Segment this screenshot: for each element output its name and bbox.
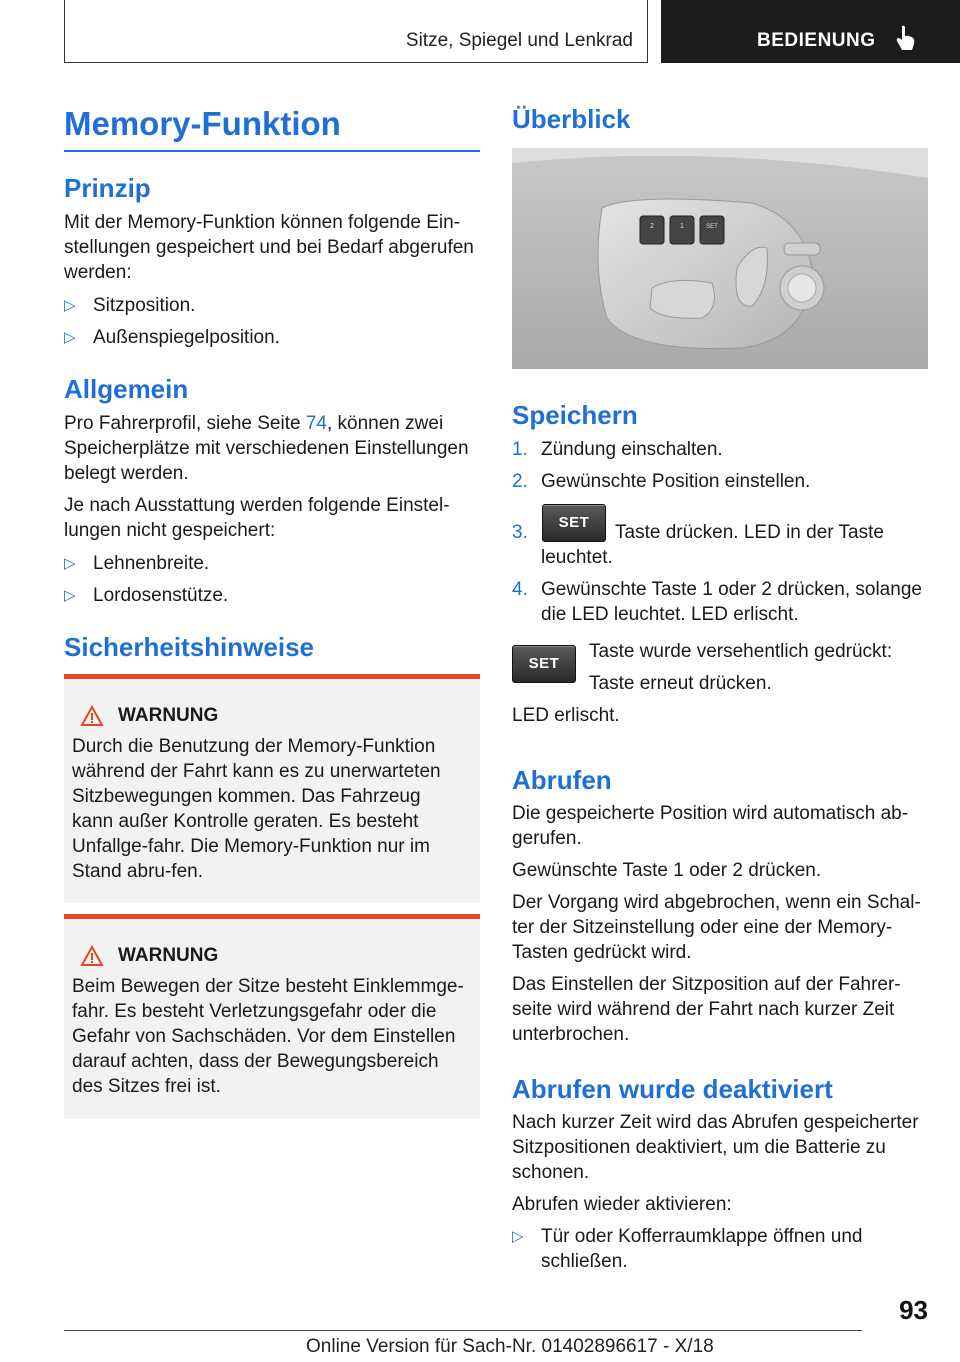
- prinzip-text: Mit der Memory-Funktion können folgende Ein-stellungen gespeichert und bei Bedarf abgerufen werden:: [64, 212, 474, 283]
- seat-button-set: SET: [706, 224, 718, 230]
- page-link[interactable]: 74: [305, 413, 327, 434]
- bullet-triangle-icon: ▷: [512, 1228, 524, 1245]
- seat-control-photo: [512, 148, 928, 369]
- abrufen-text: Der Vorgang wird abgebrochen, wenn ein Schal-ter der Sitzeinstellung oder eine der Memory-Tasten gedrückt wird.: [512, 892, 921, 963]
- page-number: 93: [899, 1295, 928, 1325]
- list-item: ▷ Tür oder Kofferraumklappe öffnen und schließen.: [512, 1226, 863, 1272]
- deaktiviert-text: Nach kurzer Zeit wird das Abrufen gespeicherter Sitzpositionen deaktiviert, um die Batterie zu schonen.: [512, 1112, 919, 1183]
- list-item: ▷ Lordosenstütze.: [64, 585, 229, 606]
- heading-ueberblick: Überblick: [512, 104, 631, 134]
- warning-triangle-icon: [80, 945, 104, 967]
- list-item: 1. Zündung einschalten.: [512, 439, 723, 460]
- warning-text: Beim Bewegen der Sitze besteht Einklemmge-fahr. Es besteht Verletzungsgefahr oder die Gefahr von Sachschäden. Vor dem Einstellen darauf achten, dass der Bewegungsbereich des Sitzes frei ist.: [72, 976, 464, 1097]
- warning-text: Durch die Benutzung der Memory-Funktion während der Fahrt kann es zu unerwarteten Sitzbewegungen kommen. Das Fahrzeug kann außer Kontrolle geraten. Es besteht Unfallge-fahr. Die Memory-Funktion nur im Stand abru-fen.: [72, 736, 441, 882]
- list-item: ▷ Außenspiegelposition.: [64, 327, 280, 348]
- abrufen-text: Das Einstellen der Sitzposition auf der Fahrer-seite wird während der Fahrt nach kurzer Zeit unterbrochen.: [512, 974, 901, 1045]
- deaktiviert-text: Abrufen wieder aktivieren:: [512, 1194, 732, 1215]
- page-title: Memory-Funktion: [64, 105, 341, 142]
- heading-speichern: Speichern: [512, 400, 638, 430]
- note-text: LED erlischt.: [512, 705, 620, 726]
- header-chapter-label: BEDIENUNG: [757, 30, 876, 51]
- footer-version: Online Version für Sach-Nr. 01402896617 - X/18: [306, 1336, 714, 1357]
- set-button-icon: SET: [542, 504, 606, 542]
- header-section-box: [64, 0, 648, 63]
- warning-triangle-icon: [80, 705, 104, 727]
- bullet-triangle-icon: ▷: [64, 587, 76, 604]
- list-item: ▷ Sitzposition.: [64, 295, 196, 316]
- abrufen-text: Gewünschte Taste 1 oder 2 drücken.: [512, 860, 822, 881]
- allgemein-text: Pro Fahrerprofil, siehe Seite 74, können zwei Speicherplätze mit verschiedenen Einstellungen belegt werden.: [64, 413, 469, 484]
- abrufen-text: Die gespeicherte Position wird automatisch ab-gerufen.: [512, 803, 909, 849]
- heading-allgemein: Allgemein: [64, 374, 189, 404]
- pointing-hand-icon: [895, 25, 917, 51]
- seat-button-1: 1: [680, 223, 684, 230]
- heading-abrufen: Abrufen: [512, 765, 612, 795]
- note-text: Taste erneut drücken.: [589, 673, 772, 694]
- bullet-triangle-icon: ▷: [64, 297, 76, 314]
- bullet-triangle-icon: ▷: [64, 329, 76, 346]
- list-item: 2. Gewünschte Position einstellen.: [512, 471, 811, 492]
- warning-label: WARNUNG: [118, 705, 219, 726]
- warning-box: [64, 674, 480, 903]
- set-button-icon: SET: [512, 645, 576, 683]
- seat-button-2: 2: [650, 223, 654, 230]
- bullet-triangle-icon: ▷: [64, 555, 76, 572]
- footer-rule: [64, 1330, 862, 1331]
- warning-box: [64, 914, 480, 1119]
- warning-label: WARNUNG: [118, 945, 219, 966]
- heading-prinzip: Prinzip: [64, 173, 151, 203]
- list-item: ▷ Lehnenbreite.: [64, 553, 210, 574]
- title-rule: [64, 150, 480, 152]
- header-section-title: Sitze, Spiegel und Lenkrad: [405, 30, 633, 51]
- heading-abrufen-deaktiviert: Abrufen wurde deaktiviert: [512, 1074, 833, 1104]
- list-item: 4. Gewünschte Taste 1 oder 2 drücken, solange die LED leuchtet. LED erlischt.: [512, 579, 922, 625]
- note-text: Taste wurde versehentlich gedrückt:: [589, 641, 893, 662]
- header-chapter-tab[interactable]: [661, 0, 960, 63]
- allgemein-text-2: Je nach Ausstattung werden folgende Einstel-lungen nicht gespeichert:: [64, 495, 450, 541]
- heading-sicherheitshinweise: Sicherheitshinweise: [64, 632, 314, 662]
